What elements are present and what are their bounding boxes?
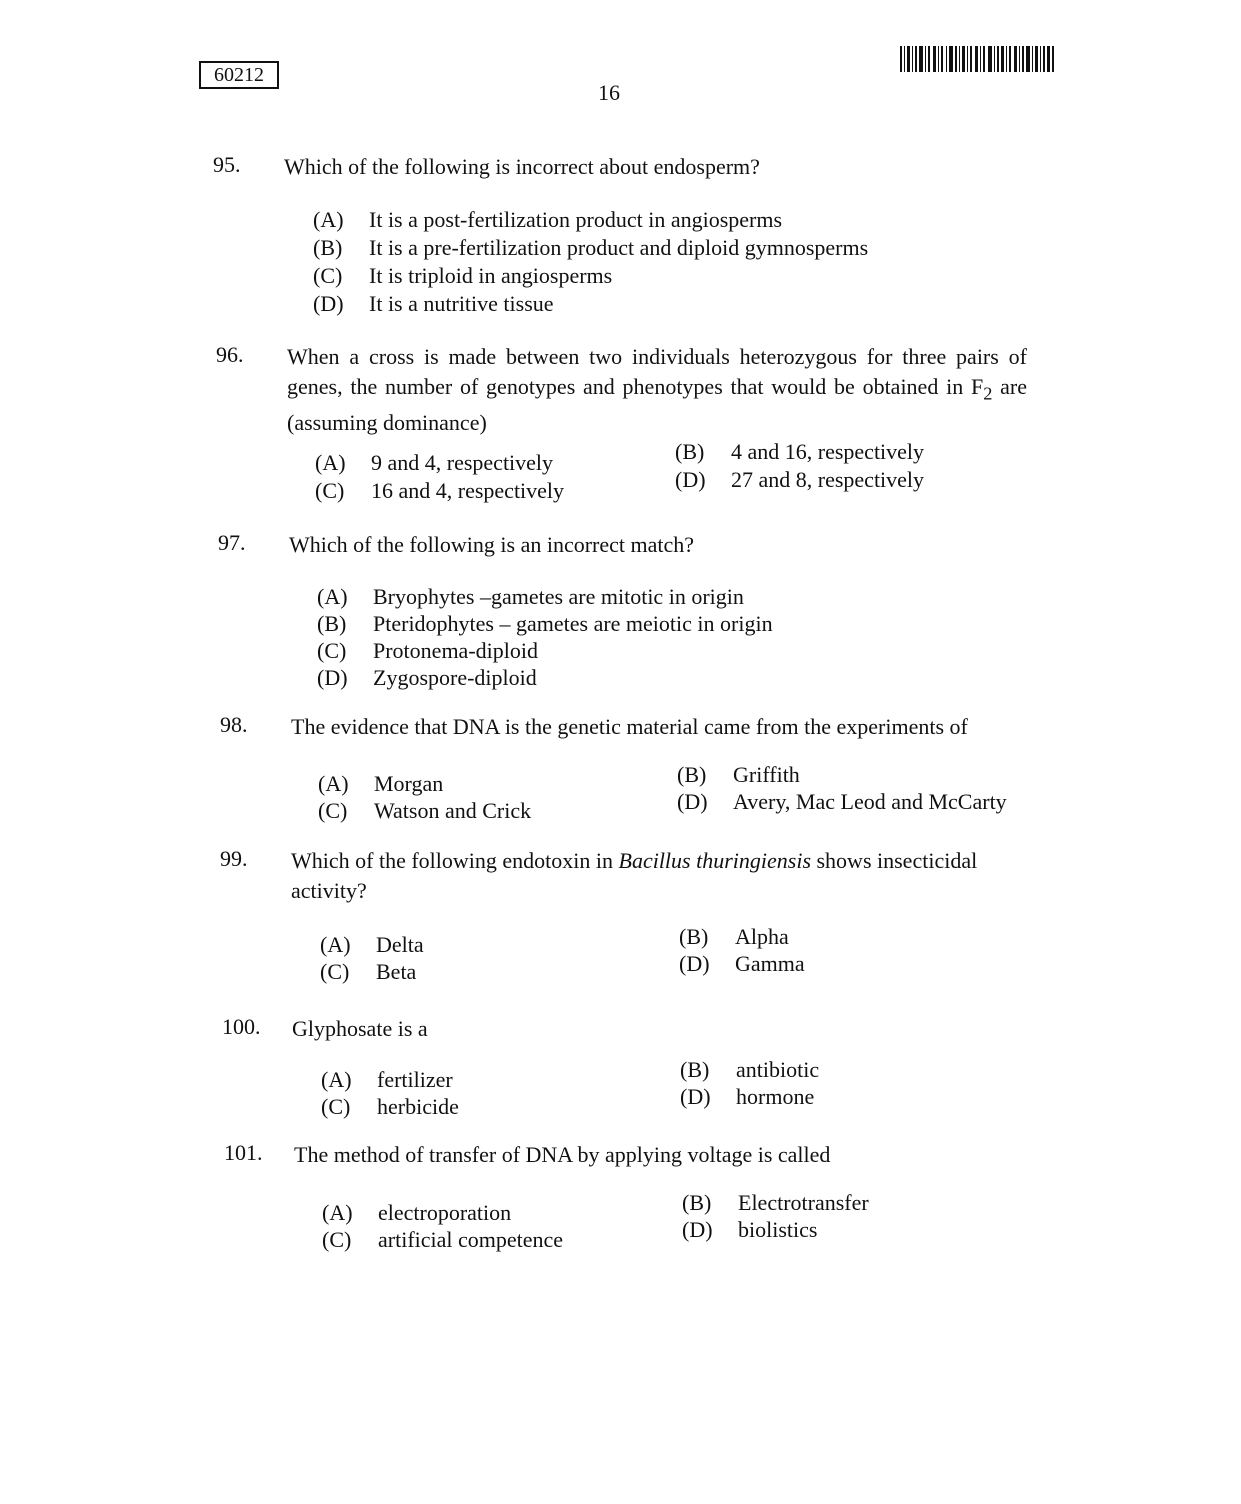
- option-c: (C) It is triploid in angiosperms: [313, 263, 613, 288]
- option-d: (D) Gamma: [679, 951, 805, 976]
- option-b: (B) Alpha: [679, 924, 789, 949]
- question-text: Which of the following endotoxin in Bacillus thuringiensis shows insecticidal activity?: [291, 848, 978, 903]
- option-d: (D) 27 and 8, respectively: [675, 467, 925, 492]
- question-text: The evidence that DNA is the genetic material came from the experiments of: [291, 714, 968, 739]
- question-number: 96.: [216, 342, 244, 367]
- option-b: (B) 4 and 16, respectively: [675, 439, 925, 464]
- option-c: (C) 16 and 4, respectively: [315, 478, 565, 503]
- option-b: (B) antibiotic: [680, 1057, 820, 1082]
- page-number: 16: [598, 80, 620, 105]
- question-number: 97.: [218, 530, 246, 555]
- option-a: (A) fertilizer: [321, 1067, 453, 1092]
- option-d: (D) Zygospore-diploid: [317, 665, 537, 690]
- option-a: (A) It is a post-fertilization product in angiosperms: [313, 207, 783, 232]
- option-b: (B) Griffith: [677, 762, 800, 787]
- option-d: (D) hormone: [680, 1084, 815, 1109]
- question-text: Which of the following is incorrect about endosperm?: [284, 154, 760, 179]
- option-b: (B) Electrotransfer: [682, 1190, 869, 1215]
- question-number: 98.: [220, 712, 248, 737]
- option-b: (B) It is a pre-fertilization product and diploid gymnosperms: [313, 235, 869, 260]
- option-d: (D) It is a nutritive tissue: [313, 291, 554, 316]
- option-d: (D) biolistics: [682, 1217, 818, 1242]
- option-c: (C) artificial competence: [322, 1227, 564, 1252]
- question-number: 99.: [220, 846, 248, 871]
- option-a: (A) electroporation: [322, 1200, 512, 1225]
- paper-code-box: [199, 61, 279, 89]
- option-c: (C) herbicide: [321, 1094, 459, 1119]
- paper-code: 60212: [214, 64, 264, 86]
- option-a: (A) Delta: [320, 932, 424, 957]
- option-a: (A) 9 and 4, respectively: [315, 450, 554, 475]
- subscript-2: 2: [983, 383, 993, 404]
- question-number: 101.: [224, 1140, 263, 1165]
- question-text: Glyphosate is a: [292, 1016, 428, 1041]
- question-number: 100.: [222, 1014, 261, 1039]
- option-c: (C) Watson and Crick: [318, 798, 532, 823]
- question-text: When a cross is made between two individuals heterozygous for three pairs of genes, the number of genotypes and phenotypes that would be obtained in $F_2$ are (assuming dominance): [287, 344, 1027, 436]
- option-b: (B) Pteridophytes – gametes are meiotic in origin: [317, 611, 773, 636]
- option-a: (A) Bryophytes –gametes are mitotic in origin: [317, 584, 744, 609]
- option-c: (C) Beta: [320, 959, 417, 984]
- option-c: (C) Protonema-diploid: [317, 638, 538, 663]
- barcode-image: [900, 46, 1055, 72]
- species-name: Bacillus thuringiensis: [618, 848, 811, 873]
- question-number: 95.: [213, 152, 241, 177]
- question-text: The method of transfer of DNA by applying voltage is called: [294, 1142, 831, 1167]
- option-a: (A) Morgan: [318, 771, 444, 796]
- option-d: (D) Avery, Mac Leod and McCarty: [677, 789, 1007, 814]
- question-text: Which of the following is an incorrect match?: [289, 532, 695, 557]
